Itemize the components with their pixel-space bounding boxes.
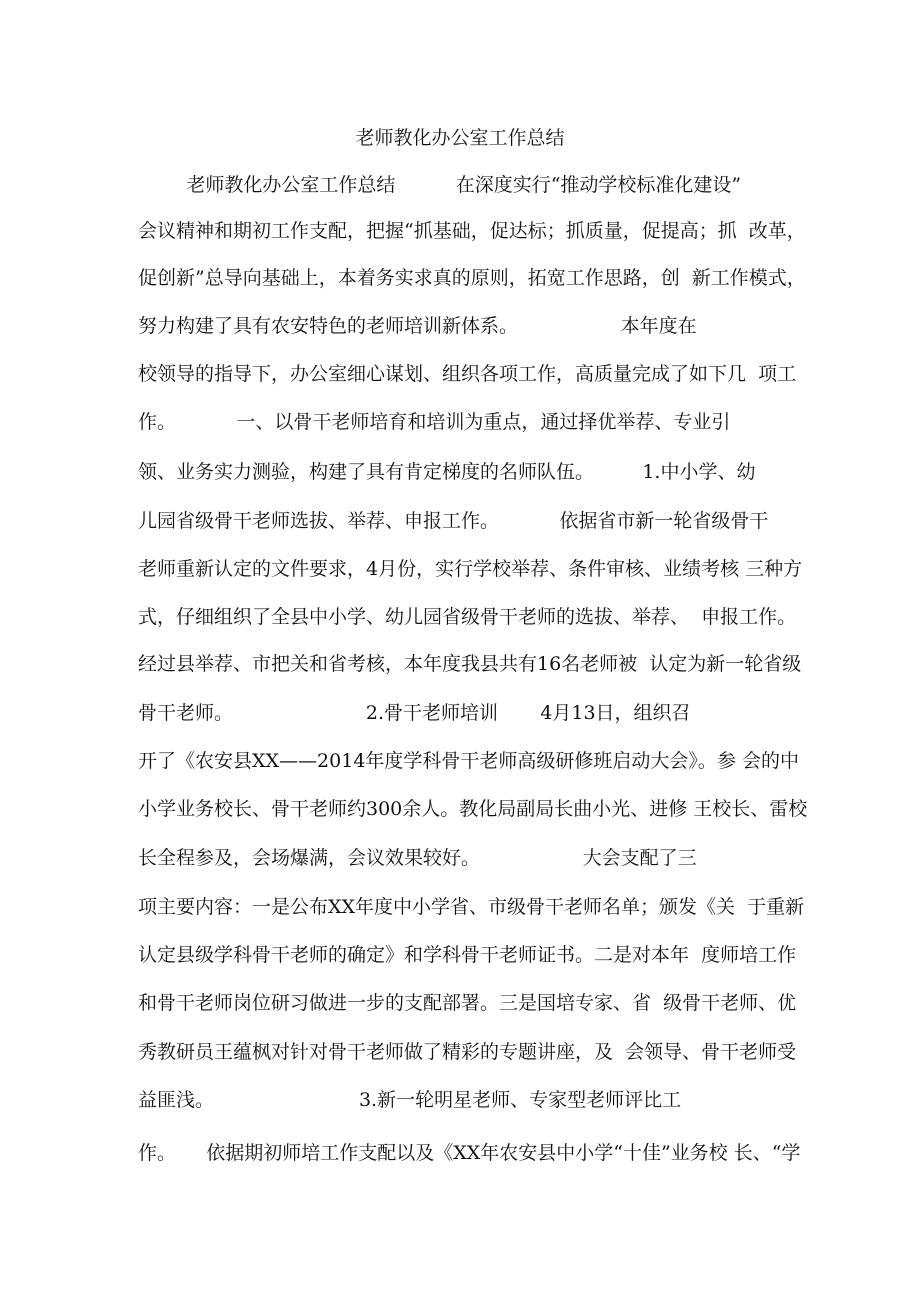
body-line-19: 秀教研员王蕴枫对针对骨干老师做了精彩的专题讲座，及 会领导、骨干老师受 [138,1041,797,1063]
body-line-16: 项主要内容：一是公布XX年度中小学省、市级骨干老师名单；颁发《关 于重新 [138,896,805,918]
body-line-7: 领、业务实力测验，构建了具有肯定梯度的名师队伍。 1.中小学、幼 [138,461,756,483]
body-line-17: 认定县级学科骨干老师的确定》和学科骨干老师证书。二是对本年 度师培工作 [138,944,797,966]
body-line-3: 促创新”总导向基础上，本着务实求真的原则，拓宽工作思路，创 新工作模式， [138,267,806,289]
body-line-5: 校领导的指导下，办公室细心谋划、组织各项工作，高质量完成了如下几 项工 [138,363,797,385]
body-line-15: 长全程参及，会场爆满，会议效果较好。 大会支配了三 [138,847,697,869]
body-line-4: 努力构建了具有农安特色的老师培训新体系。 本年度在 [138,315,697,337]
body-line-14: 小学业务校长、骨干老师约300余人。教化局副局长曲小光、进修 王校长、雷校 [138,798,808,820]
body-line-11: 经过县举荐、市把关和省考核，本年度我县共有16名老师被 认定为新一轮省级 [138,653,802,675]
body-line-9: 老师重新认定的文件要求，4月份，实行学校举荐、条件审核、业绩考核 三种方 [138,558,803,580]
body-line-8: 儿园省级骨干老师选拔、举荐、申报工作。 依据省市新一轮省级骨干 [138,510,769,532]
body-line-2: 会议精神和期初工作支配，把握“抓基础，促达标；抓质量，促提高；抓 改革， [138,220,806,242]
body-line-13: 开了《农安县XX——2014年度学科骨干老师高级研修班启动大会》。参 会的中 [138,750,799,772]
body-line-1: 老师教化办公室工作总结 在深度实行“推动学校标准化建设” [138,174,742,196]
body-line-18: 和骨干老师岗位研习做进一步的支配部署。三是国培专家、省 级骨干老师、优 [138,992,797,1014]
body-line-20: 益匪浅。 3.新一轮明星老师、专家型老师评比工 [138,1089,682,1111]
body-line-12: 骨干老师。 2.骨干老师培训 4月13日，组织召 [138,702,691,724]
body-line-10: 式，仔细组织了全县中小学、幼儿园省级骨干老师的选拔、举荐、 申报工作。 [138,606,797,628]
body-line-21: 作。 依据期初师培工作支配以及《XX年农安县中小学“十佳”业务校 长、“学 [138,1142,801,1164]
body-line-6: 作。 一、以骨干老师培育和培训为重点，通过择优举荐、专业引 [138,411,731,433]
document-title: 老师教化办公室工作总结 [355,127,565,149]
